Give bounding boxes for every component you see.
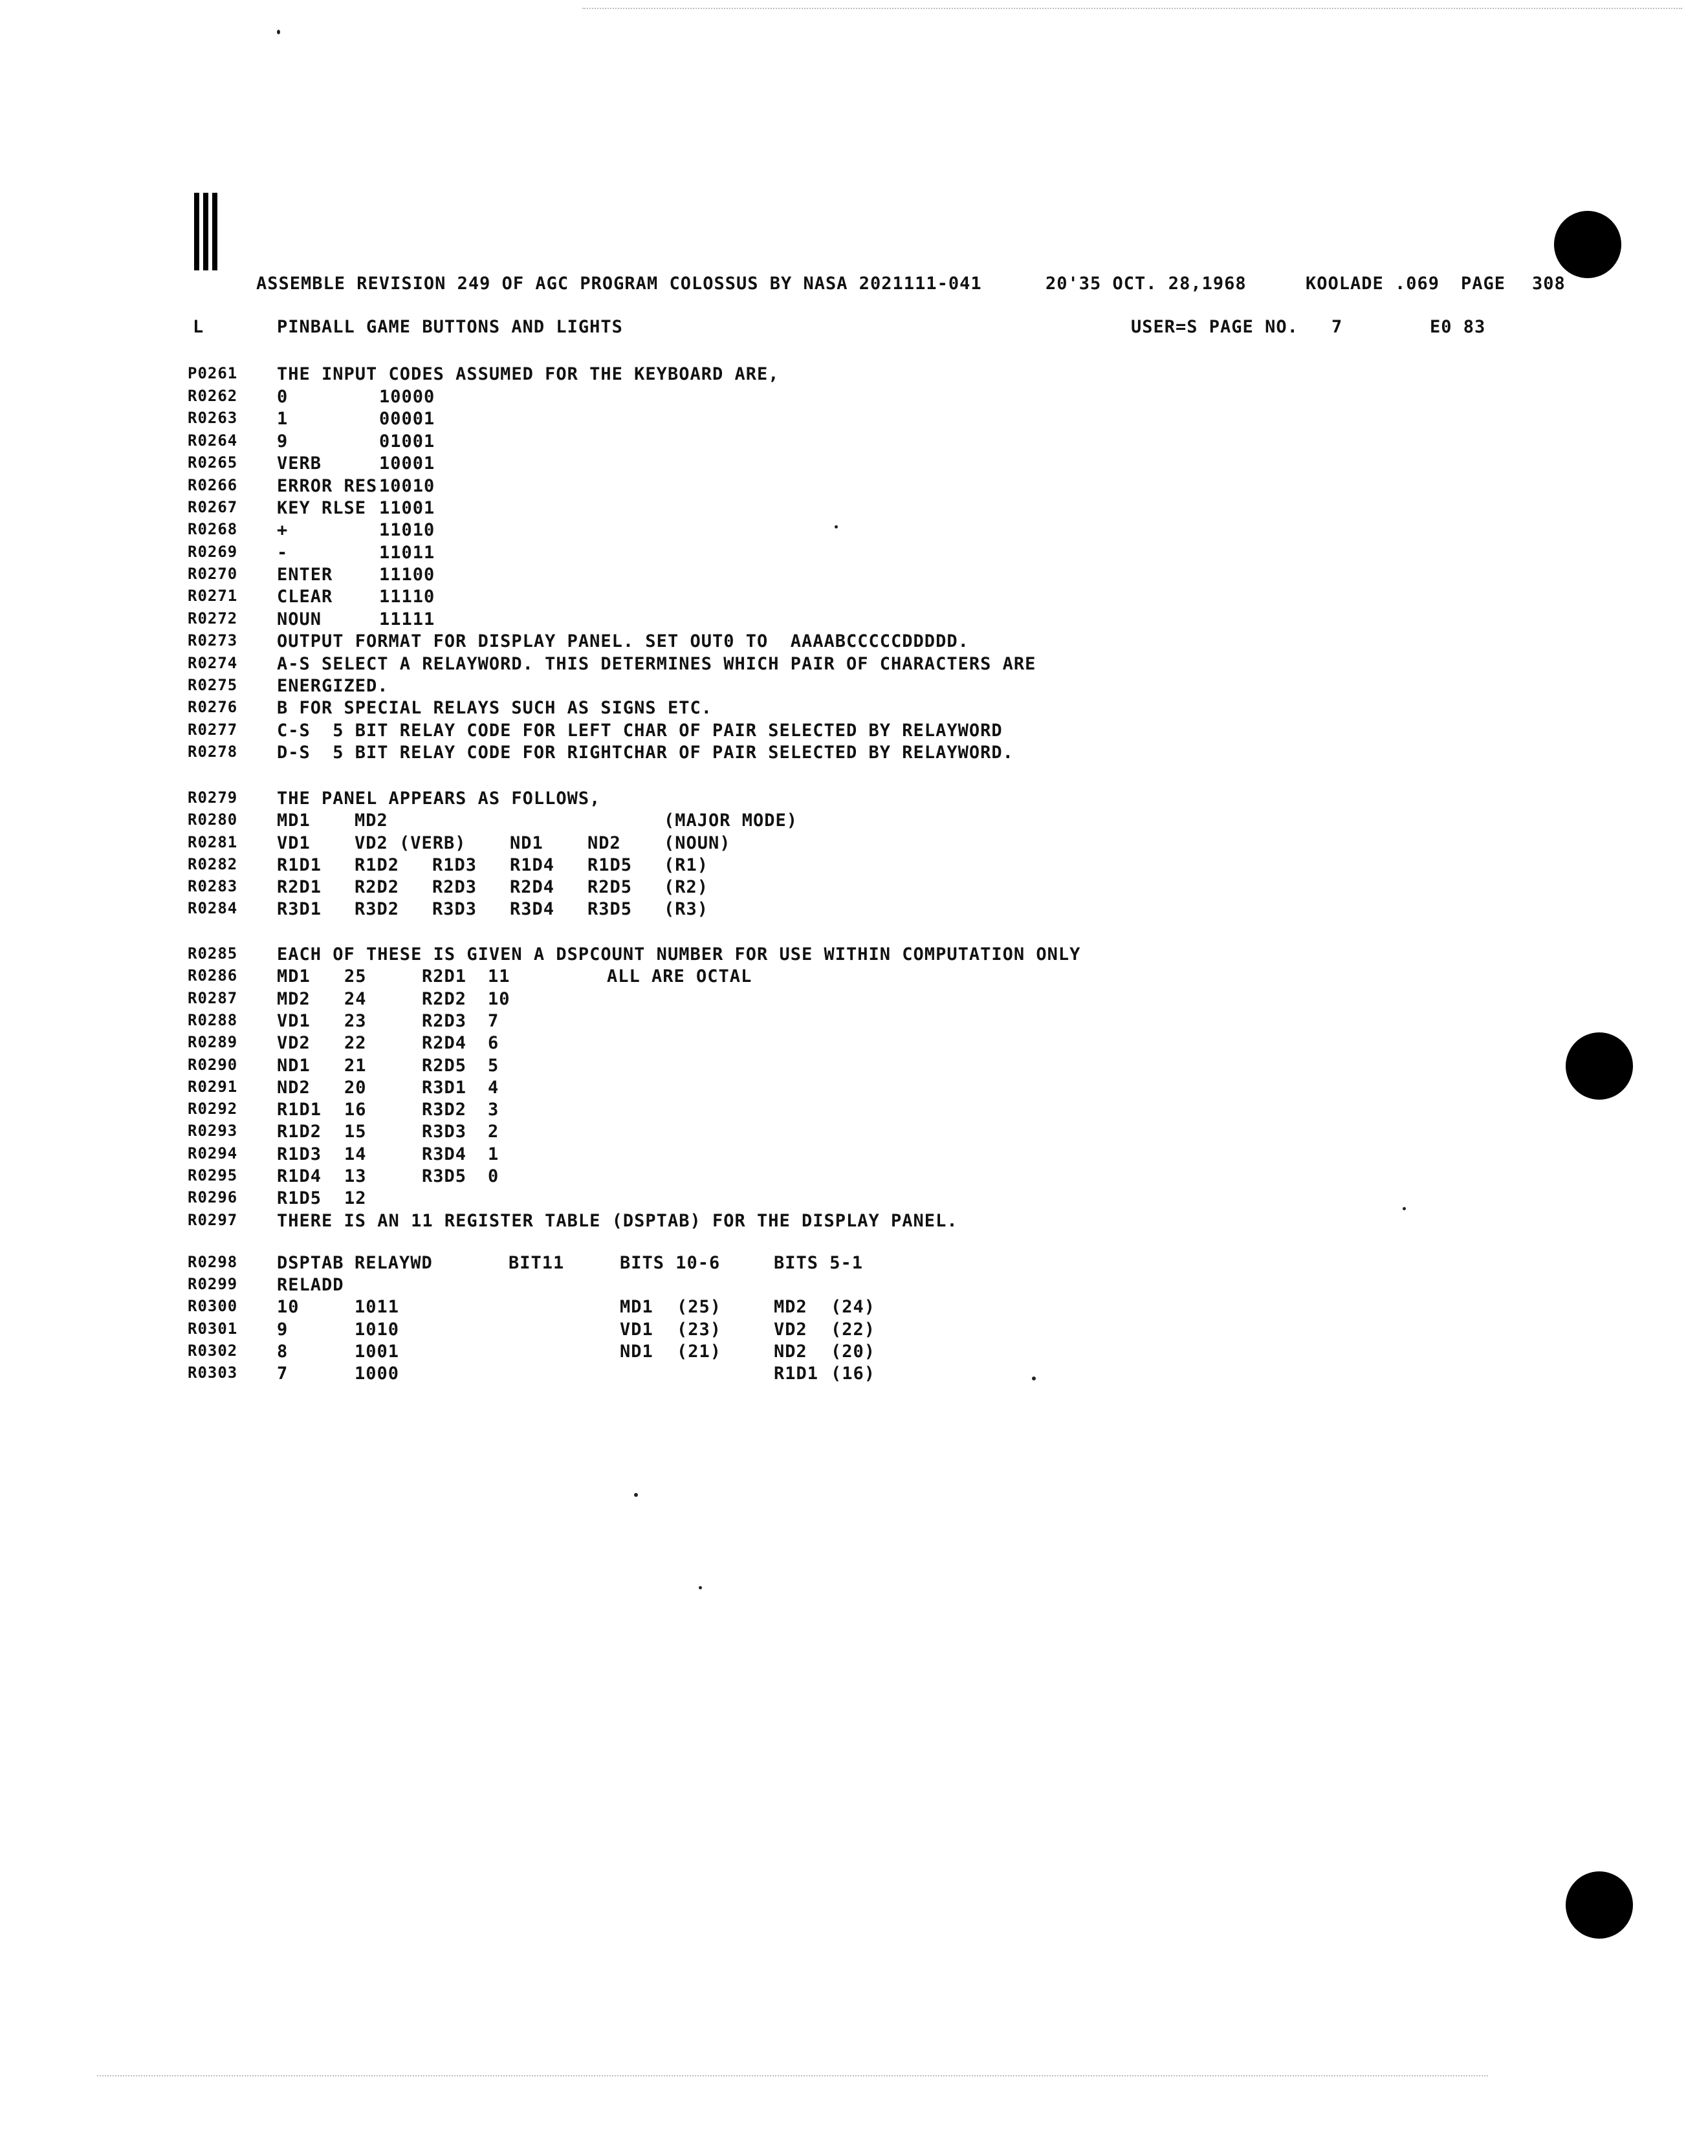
listing-field: RELADD <box>277 1275 344 1295</box>
listing-field: (21) <box>677 1342 722 1362</box>
sequence-number: R0298 <box>188 1253 238 1271</box>
sequence-number: R0266 <box>188 476 238 494</box>
listing-field: 7 <box>488 1011 499 1031</box>
sequence-number: R0275 <box>188 676 238 694</box>
sequence-number: R0285 <box>188 944 238 963</box>
listing-field: R3D3 <box>422 1122 467 1142</box>
listing-field: R1D4 <box>277 1166 322 1186</box>
sequence-number: R0281 <box>188 833 238 851</box>
listing-field: CLEAR <box>277 587 333 607</box>
listing-field: R1D2 <box>277 1122 322 1142</box>
listing-field: 1000 <box>355 1364 400 1384</box>
eo-code: E0 83 <box>1430 317 1486 337</box>
listing-field: MD2 <box>277 989 311 1009</box>
listing-field: 2 <box>488 1122 499 1142</box>
listing-field: R2D4 <box>510 877 555 897</box>
punch-hole-top <box>1554 211 1621 278</box>
listing-field: MD2 <box>774 1297 807 1317</box>
listing-field: 0 <box>488 1166 499 1186</box>
sequence-number: R0290 <box>188 1056 238 1074</box>
listing-field: 10001 <box>379 453 435 474</box>
listing-field: THERE IS AN 11 REGISTER TABLE (DSPTAB) FOR THE DISPLAY PANEL. <box>277 1211 958 1231</box>
sequence-number: R0279 <box>188 789 238 807</box>
sequence-number: R0297 <box>188 1211 238 1229</box>
sequence-number: R0264 <box>188 431 238 450</box>
user-page-label: USER=S PAGE NO. <box>1131 317 1298 337</box>
listing-field: R3D2 <box>355 899 400 919</box>
listing-field: 11010 <box>379 520 435 540</box>
listing-field: R2D3 <box>422 1011 467 1031</box>
listing-field: VD1 <box>277 833 311 853</box>
listing-field: ND2 <box>774 1342 807 1362</box>
sequence-number: R0265 <box>188 453 238 472</box>
listing-field: 25 <box>344 966 367 986</box>
sequence-number: R0262 <box>188 387 238 405</box>
listing-field: R2D2 <box>422 989 467 1009</box>
listing-field: 21 <box>344 1056 367 1076</box>
header-datetime: 20'35 OCT. 28,1968 <box>1046 274 1247 294</box>
listing-field: 10 <box>488 989 510 1009</box>
speck <box>835 525 838 528</box>
listing-field: R2D3 <box>432 877 477 897</box>
listing-field: R1D3 <box>432 855 477 875</box>
listing-field: R2D1 <box>422 966 467 986</box>
listing-field: 20 <box>344 1078 367 1098</box>
listing-field: VD2 <box>277 1033 311 1053</box>
listing-field: R3D5 <box>422 1166 467 1186</box>
sequence-number: R0274 <box>188 654 238 672</box>
listing-field: BITS 5-1 <box>774 1253 864 1273</box>
listing-field: 11001 <box>379 498 435 518</box>
subheader-title: PINBALL GAME BUTTONS AND LIGHTS <box>277 317 623 337</box>
sequence-number: R0277 <box>188 721 238 739</box>
listing-field: 16 <box>344 1100 367 1120</box>
listing-field: 10010 <box>379 476 435 496</box>
listing-field: (MAJOR MODE) <box>664 811 798 831</box>
listing-field: ND1 <box>510 833 543 853</box>
listing-field: R1D3 <box>277 1144 322 1164</box>
listing-field: 24 <box>344 989 367 1009</box>
listing-field: + <box>277 520 289 540</box>
sequence-number: R0296 <box>188 1188 238 1206</box>
listing-field: (NOUN) <box>664 833 731 853</box>
listing-field: VD2 <box>774 1320 807 1340</box>
listing-field: ND2 <box>587 833 621 853</box>
listing-field: 14 <box>344 1144 367 1164</box>
listing-field: 13 <box>344 1166 367 1186</box>
listing-field: 11100 <box>379 565 435 585</box>
listing-field: 4 <box>488 1078 499 1098</box>
listing-field: R2D2 <box>355 877 400 897</box>
listing-field: R1D1 <box>774 1364 819 1384</box>
listing-field: R1D1 <box>277 855 322 875</box>
listing-field: R2D5 <box>587 877 633 897</box>
punch-hole-bottom <box>1566 1871 1633 1939</box>
listing-field: 0 <box>277 387 289 407</box>
listing-field: 12 <box>344 1188 367 1208</box>
listing-field: 10 <box>277 1297 300 1317</box>
listing-field: R2D5 <box>422 1056 467 1076</box>
listing-field: 9 <box>277 1320 289 1340</box>
listing-field: 3 <box>488 1100 499 1120</box>
sequence-number: R0303 <box>188 1364 238 1382</box>
listing-field: 01001 <box>379 431 435 452</box>
listing-field: BITS 10-6 <box>620 1253 721 1273</box>
listing-field: D-S 5 BIT RELAY CODE FOR RIGHTCHAR OF PAIR SELECTED BY RELAYWORD. <box>277 743 1014 763</box>
listing-field: (R1) <box>664 855 709 875</box>
listing-field: R1D2 <box>355 855 400 875</box>
listing-field: R3D4 <box>510 899 555 919</box>
listing-field: VERB <box>277 453 322 474</box>
listing-field: R1D4 <box>510 855 555 875</box>
listing-field: 1001 <box>355 1342 400 1362</box>
sequence-number: R0270 <box>188 565 238 583</box>
registration-mark-icon <box>194 193 219 270</box>
sequence-number: R0288 <box>188 1011 238 1029</box>
sequence-number: R0271 <box>188 587 238 605</box>
listing-field: EACH OF THESE IS GIVEN A DSPCOUNT NUMBER FOR USE WITHIN COMPUTATION ONLY <box>277 944 1081 964</box>
sequence-number: R0295 <box>188 1166 238 1184</box>
sequence-number: R0278 <box>188 743 238 761</box>
sequence-number: R0276 <box>188 698 238 716</box>
top-edge-marks <box>582 8 1682 9</box>
listing-field: ALL ARE OCTAL <box>607 966 752 986</box>
sequence-number: R0292 <box>188 1100 238 1118</box>
listing-field: R2D1 <box>277 877 322 897</box>
sequence-number: R0268 <box>188 520 238 538</box>
listing-field: 00001 <box>379 409 435 429</box>
bottom-edge-marks <box>97 2075 1488 2076</box>
subheader-tag: L <box>193 317 204 337</box>
listing-field: R3D1 <box>422 1078 467 1098</box>
sequence-number: R0263 <box>188 409 238 427</box>
listing-field: 15 <box>344 1122 367 1142</box>
listing-field: VD1 <box>277 1011 311 1031</box>
listing-field: A-S SELECT A RELAYWORD. THIS DETERMINES WHICH PAIR OF CHARACTERS ARE <box>277 654 1036 674</box>
listing-field: 1 <box>488 1144 499 1164</box>
listing-field: R1D5 <box>277 1188 322 1208</box>
speck <box>699 1586 702 1589</box>
speck <box>1032 1377 1036 1380</box>
listing-field: 9 <box>277 431 289 452</box>
sequence-number: R0293 <box>188 1122 238 1140</box>
punch-hole-middle <box>1566 1032 1633 1100</box>
listing-field: (25) <box>677 1297 722 1317</box>
listing-field: ENTER <box>277 565 333 585</box>
sequence-number: R0267 <box>188 498 238 516</box>
listing-field: 7 <box>277 1364 289 1384</box>
listing-field: ERROR RES <box>277 476 378 496</box>
listing-field: R3D5 <box>587 899 633 919</box>
listing-field: (22) <box>831 1320 876 1340</box>
listing-field: MD2 <box>355 811 388 831</box>
listing-field: MD1 <box>277 811 311 831</box>
listing-field: (16) <box>831 1364 876 1384</box>
listing-field: (24) <box>831 1297 876 1317</box>
sequence-number: R0283 <box>188 877 238 895</box>
listing-field: KEY RLSE <box>277 498 367 518</box>
listing-field: B FOR SPECIAL RELAYS SUCH AS SIGNS ETC. <box>277 698 712 718</box>
listing-field: 1011 <box>355 1297 400 1317</box>
speck <box>277 30 280 34</box>
listing-field: R3D2 <box>422 1100 467 1120</box>
listing-field: R3D4 <box>422 1144 467 1164</box>
sequence-number: R0291 <box>188 1078 238 1096</box>
listing-field: OUTPUT FORMAT FOR DISPLAY PANEL. SET OUT0 TO AAAABCCCCCDDDDD. <box>277 631 969 651</box>
listing-field: R1D1 <box>277 1100 322 1120</box>
header-page-label: PAGE <box>1461 274 1506 294</box>
listing-field: 23 <box>344 1011 367 1031</box>
speck <box>1403 1207 1406 1210</box>
listing-field: R1D5 <box>587 855 633 875</box>
listing-field: R3D1 <box>277 899 322 919</box>
listing-field: MD1 <box>620 1297 653 1317</box>
listing-field: (R2) <box>664 877 709 897</box>
listing-field: NOUN <box>277 609 322 629</box>
listing-field: 6 <box>488 1033 499 1053</box>
sequence-number: R0289 <box>188 1033 238 1051</box>
listing-field: (23) <box>677 1320 722 1340</box>
listing-field: 10000 <box>379 387 435 407</box>
listing-field: R3D3 <box>432 899 477 919</box>
sequence-number: R0269 <box>188 543 238 561</box>
sequence-number: R0300 <box>188 1297 238 1315</box>
sequence-number: R0282 <box>188 855 238 873</box>
sequence-number: P0261 <box>188 364 238 382</box>
user-page-number: 7 <box>1331 317 1343 337</box>
listing-field: (20) <box>831 1342 876 1362</box>
sequence-number: R0287 <box>188 989 238 1007</box>
header-koolade: KOOLADE .069 <box>1306 274 1440 294</box>
listing-field: 22 <box>344 1033 367 1053</box>
listing-field: C-S 5 BIT RELAY CODE FOR LEFT CHAR OF PAIR SELECTED BY RELAYWORD <box>277 721 1003 741</box>
sequence-number: R0273 <box>188 631 238 649</box>
listing-field: MD1 <box>277 966 311 986</box>
sequence-number: R0294 <box>188 1144 238 1162</box>
listing-field: 1010 <box>355 1320 400 1340</box>
listing-field: (R3) <box>664 899 709 919</box>
listing-field: ND1 <box>620 1342 653 1362</box>
header-page-number: 308 <box>1532 274 1566 294</box>
listing-field: VD2 (VERB) <box>355 833 466 853</box>
header-program-line: ASSEMBLE REVISION 249 OF AGC PROGRAM COLOSSUS BY NASA 2021111-041 <box>256 274 982 294</box>
listing-field: 5 <box>488 1056 499 1076</box>
listing-field: BIT11 <box>509 1253 565 1273</box>
listing-field: ND2 <box>277 1078 311 1098</box>
listing-field: DSPTAB <box>277 1253 344 1273</box>
listing-field: VD1 <box>620 1320 653 1340</box>
sequence-number: R0286 <box>188 966 238 985</box>
sequence-number: R0280 <box>188 811 238 829</box>
listing-field: RELAYWD <box>355 1253 433 1273</box>
listing-field: THE PANEL APPEARS AS FOLLOWS, <box>277 789 601 809</box>
listing-field: 11 <box>488 966 510 986</box>
listing-field: ND1 <box>277 1056 311 1076</box>
listing-field: 11111 <box>379 609 435 629</box>
listing-field: ENERGIZED. <box>277 676 389 696</box>
sequence-number: R0301 <box>188 1320 238 1338</box>
listing-field: R2D4 <box>422 1033 467 1053</box>
sequence-number: R0299 <box>188 1275 238 1293</box>
sequence-number: R0284 <box>188 899 238 917</box>
listing-field: 11011 <box>379 543 435 563</box>
listing-field: 8 <box>277 1342 289 1362</box>
sequence-number: R0272 <box>188 609 238 627</box>
listing-field: - <box>277 543 289 563</box>
sequence-number: R0302 <box>188 1342 238 1360</box>
listing-field: THE INPUT CODES ASSUMED FOR THE KEYBOARD ARE, <box>277 364 780 384</box>
listing-field: 1 <box>277 409 289 429</box>
listing-field: 11110 <box>379 587 435 607</box>
speck <box>634 1493 638 1497</box>
